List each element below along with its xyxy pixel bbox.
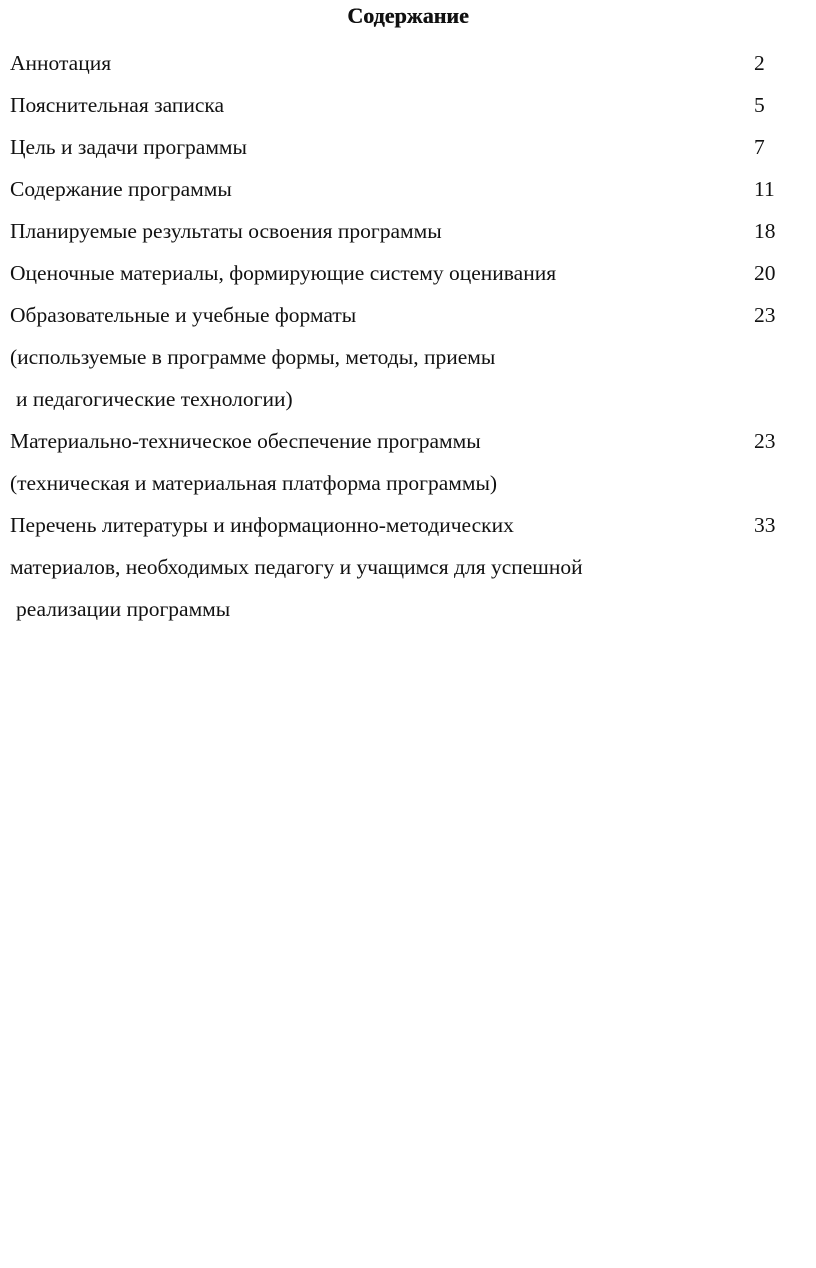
toc-page-number: 23 bbox=[754, 303, 776, 327]
toc-entry-continuation bbox=[10, 588, 800, 630]
toc-entry-text: реализации программы bbox=[16, 597, 231, 621]
toc-entry-text: Перечень литературы и информационно-методических bbox=[10, 513, 514, 537]
toc-page-number: 18 bbox=[754, 219, 776, 243]
toc-entry-text: (используемые в программе формы, методы, приемы bbox=[10, 345, 496, 369]
toc-entry-text: (техническая и материальная платформа программы) bbox=[10, 471, 498, 495]
toc-entry-text: Цель и задачи программы bbox=[10, 135, 247, 159]
toc-page-number: 20 bbox=[754, 261, 776, 285]
toc-entry-continuation bbox=[10, 378, 800, 420]
toc-entry-explanatory-note bbox=[10, 84, 800, 126]
toc-entry-planned-results bbox=[10, 210, 800, 252]
toc-entry-material-support bbox=[10, 420, 800, 462]
toc-page-number: 33 bbox=[754, 513, 776, 537]
toc-entry-text: Содержание программы bbox=[10, 177, 232, 201]
toc-entry-text: Пояснительная записка bbox=[10, 93, 225, 117]
toc-entry-text: Образовательные и учебные форматы bbox=[10, 303, 357, 327]
toc-entry-continuation bbox=[10, 336, 800, 378]
toc-entry-goals bbox=[10, 126, 800, 168]
toc-entry-continuation bbox=[10, 462, 800, 504]
toc-page-number: 2 bbox=[754, 51, 765, 75]
toc-entry-text: материалов, необходимых педагогу и учащимся для успешной bbox=[10, 555, 583, 579]
toc-entry-continuation bbox=[10, 546, 800, 588]
toc-entry-text: Материально-техническое обеспечение программы bbox=[10, 429, 481, 453]
toc-list bbox=[10, 42, 800, 630]
toc-entry-text: Аннотация bbox=[10, 51, 112, 75]
toc-page-number: 5 bbox=[754, 93, 765, 117]
toc-entry-text: Планируемые результаты освоения программы bbox=[10, 219, 442, 243]
toc-entry-assessment-materials bbox=[10, 252, 800, 294]
toc-entry-text: и педагогические технологии) bbox=[16, 387, 293, 411]
toc-title: Содержание bbox=[347, 3, 469, 28]
toc-page-number: 23 bbox=[754, 429, 776, 453]
toc-entry-annotation bbox=[10, 42, 800, 84]
toc-entry-text: Оценочные материалы, формирующие систему оценивания bbox=[10, 261, 557, 285]
toc-entry-educational-formats bbox=[10, 294, 800, 336]
toc-page-number: 7 bbox=[754, 135, 765, 159]
toc-page-number: 11 bbox=[754, 177, 775, 201]
toc-entry-literature-list bbox=[10, 504, 800, 546]
toc-entry-program-content bbox=[10, 168, 800, 210]
